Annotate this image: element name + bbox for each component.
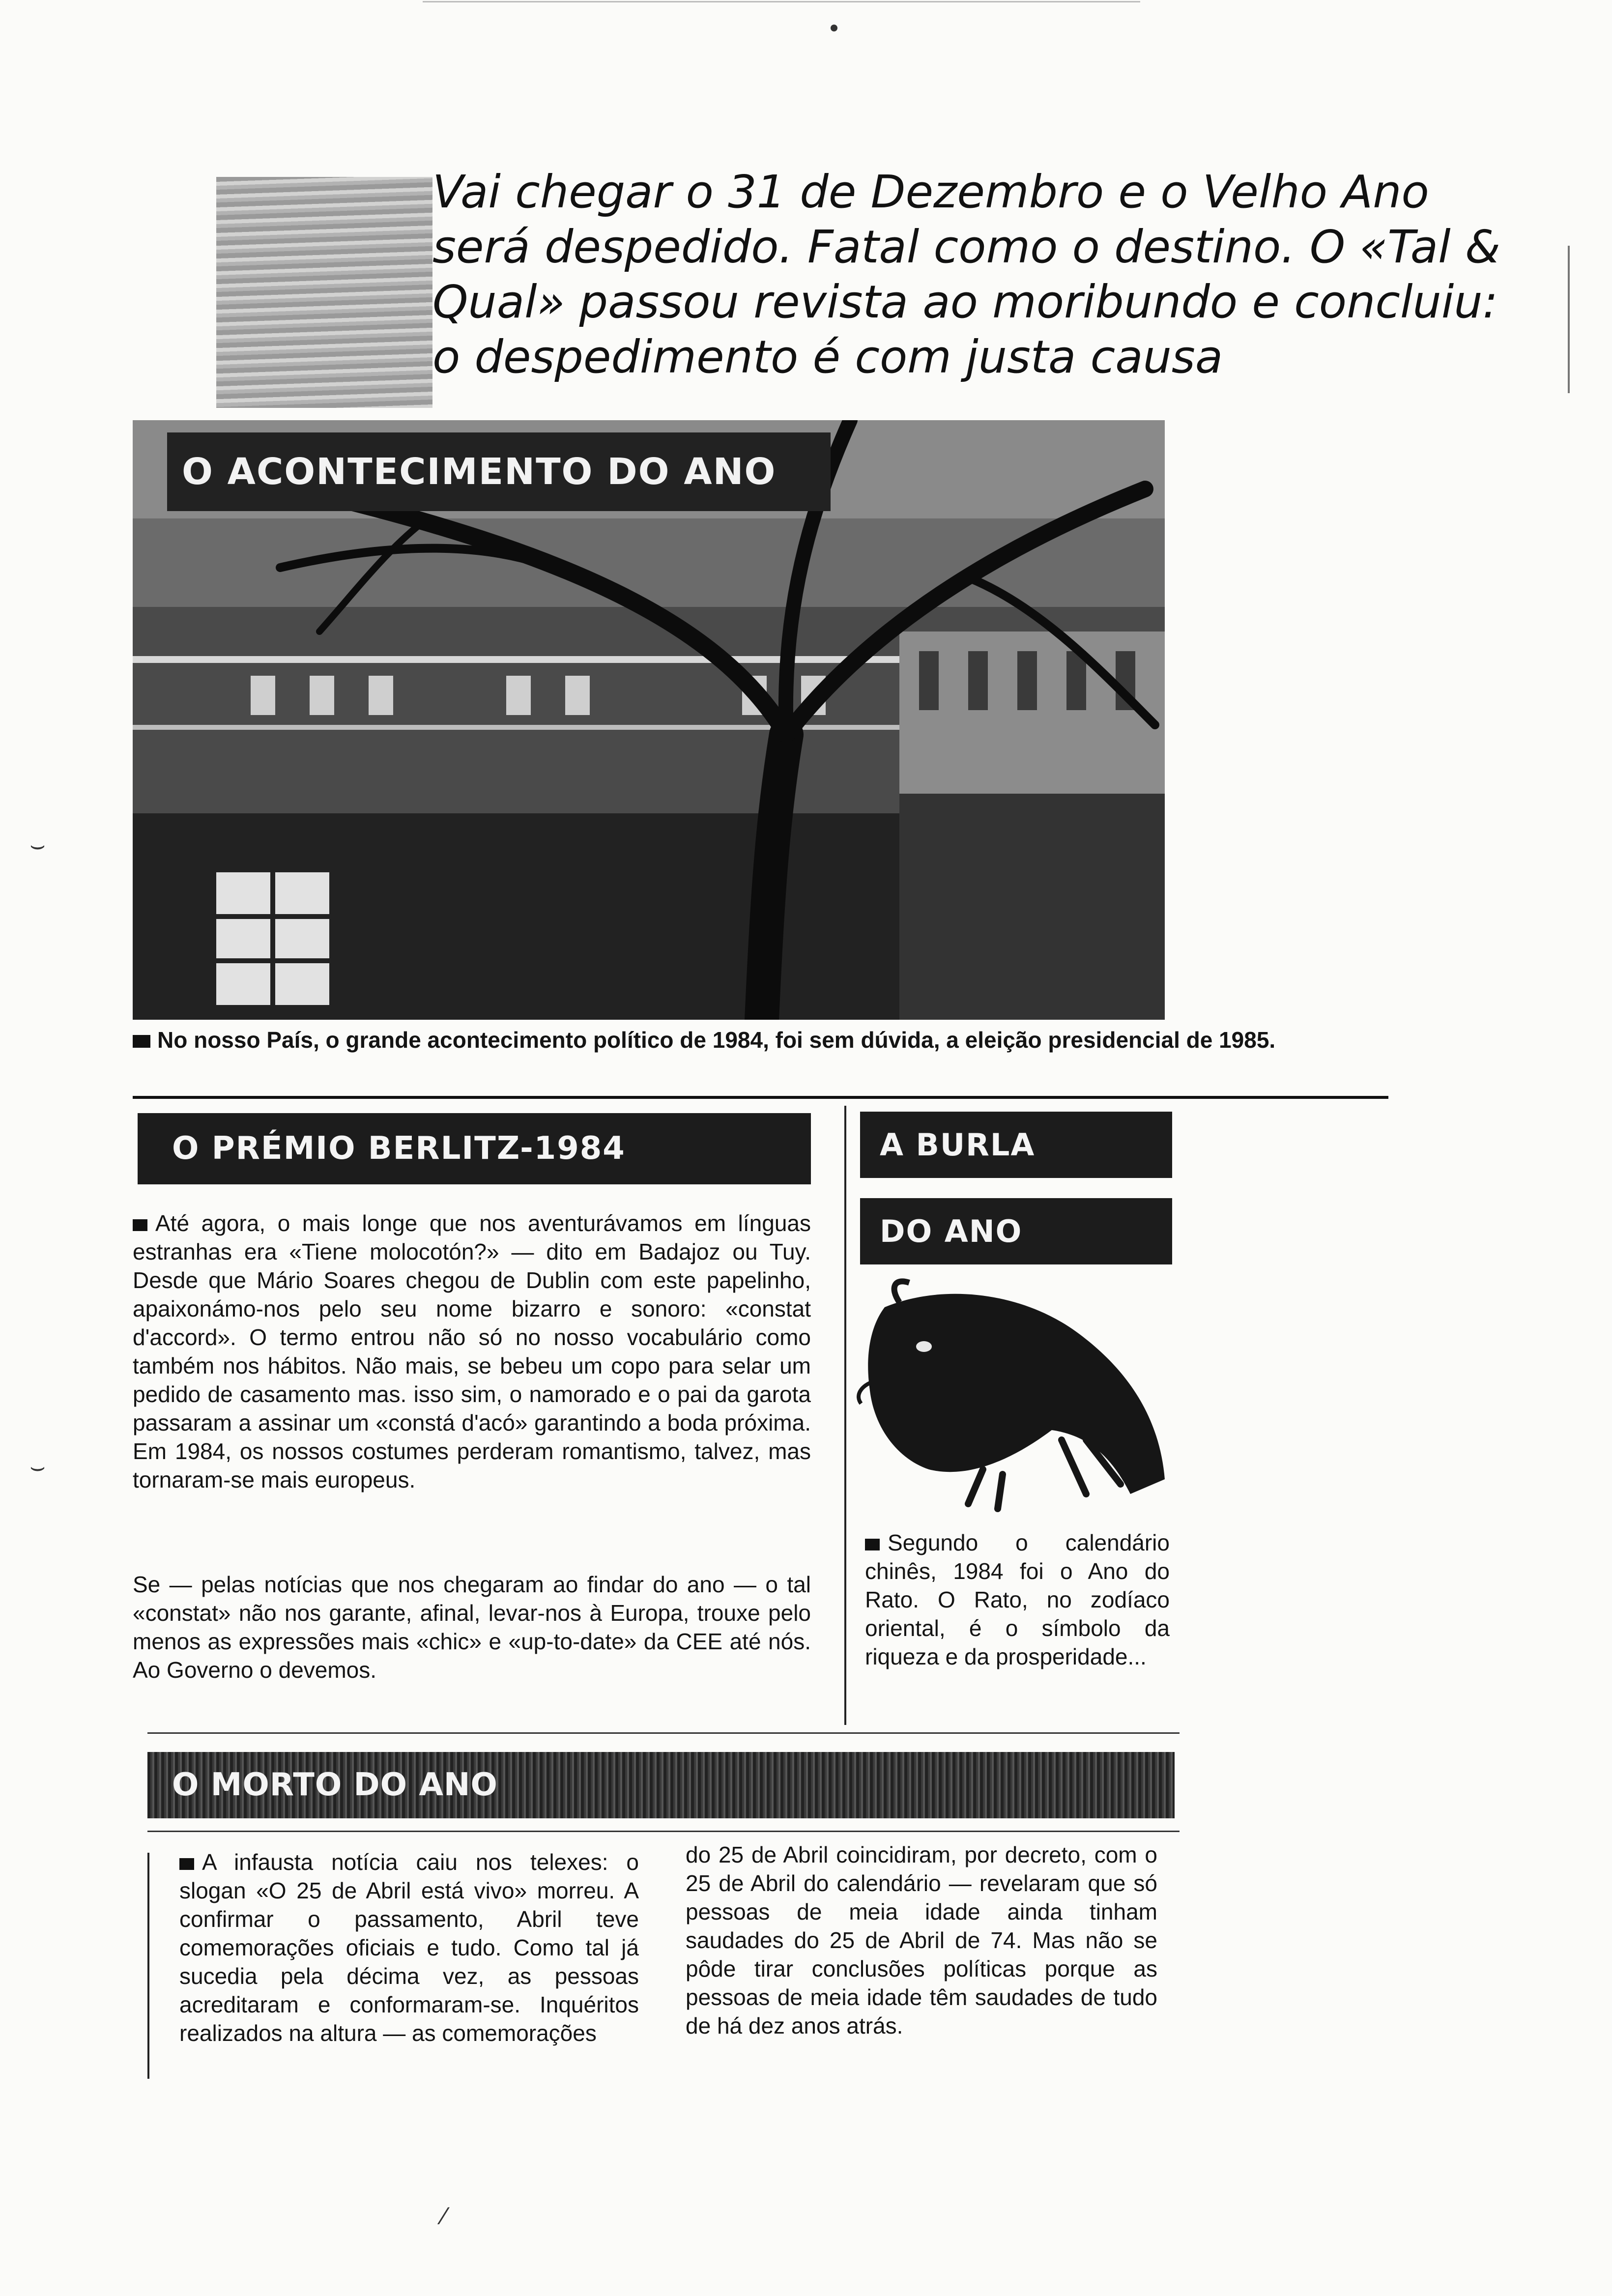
morto-column-1 bbox=[179, 1848, 639, 2047]
berlitz-paragraph-1 bbox=[133, 1209, 811, 1494]
section-divider bbox=[147, 1732, 1180, 1734]
scan-mark: ⁄ bbox=[442, 2202, 447, 2230]
berlitz-paragraph-1-text: Até agora, o mais longe que nos aventurávamos em línguas estranhas era «Tiene molocotón?» — dito em Badajoz ou Tuy. Desde que Mário Soares chegou de Dublin com este papelinho, apaixonámo-nos pelo seu nome bizarro e sonoro: «constat d'accord». O termo entrou não só no nosso vocabulário como também nos hábitos. Não mais, se bebeu um copo para selar um pedido de casamento mas. isso sim, o namorado e o pai da garota passaram a assinar um «constá d'acó» garantindo a boda próxima. Em 1984, os nossos costumes perderam romantismo, talvez, mas tornaram-se mais europeus. bbox=[133, 1210, 811, 1492]
rat-image bbox=[855, 1273, 1175, 1519]
event-caption-text: No nosso País, o grande acontecimento político de 1984, foi sem dúvida, a eleição presidencial de 1985. bbox=[157, 1027, 1276, 1053]
column-divider bbox=[844, 1106, 846, 1725]
scan-mark: ⌣ bbox=[29, 831, 46, 859]
burla-section-title-line2: DO ANO bbox=[860, 1198, 1172, 1264]
scan-dot bbox=[831, 25, 837, 31]
event-photo-caption bbox=[133, 1025, 1337, 1055]
headline-thumbnail-image bbox=[216, 177, 432, 408]
column-side-rule bbox=[147, 1853, 149, 2079]
burla-paragraph-text: Segundo o calendário chinês, 1984 foi o Ano do Rato. O Rato, no zodíaco oriental, é o símbolo da riqueza e da prosperidade... bbox=[865, 1530, 1170, 1669]
burla-paragraph bbox=[865, 1528, 1170, 1671]
bullet-square-icon bbox=[133, 1219, 147, 1231]
bullet-square-icon bbox=[179, 1858, 194, 1870]
morto-section-title: O MORTO DO ANO bbox=[147, 1752, 1175, 1818]
bullet-square-icon bbox=[133, 1035, 150, 1048]
headline: Vai chegar o 31 de Dezembro e o Velho Ano será despedido. Fatal como o destino. O «Tal & Qual» passou revista ao moribundo e concluiu: o despedimento é com justa causa bbox=[432, 166, 1500, 383]
morto-column-1-text: A infausta notícia caiu nos telexes: o slogan «O 25 de Abril está vivo» morreu. A confirmar o passamento, Abril teve comemorações oficiais e tudo. Como tal já sucedia pela décima vez, as pessoas acreditaram e conformaram-se. Inquéritos realizados na altura — as comemorações bbox=[179, 1849, 639, 2046]
morto-column-2: do 25 de Abril coincidiram, por decreto, com o 25 de Abril do calendário — revelaram que só pessoas de meia idade ainda tinham saudades do 25 de Abril de 74. Mas não se pôde tirar conclusões políticas porque as pessoas de meia idade têm saudades de tudo de há dez anos atrás. bbox=[686, 1842, 1157, 2038]
section-divider bbox=[147, 1831, 1180, 1832]
section-divider bbox=[133, 1096, 1388, 1099]
berlitz-paragraph-2: Se — pelas notícias que nos chegaram ao findar do ano — o tal «constat» não nos garante, afinal, levar-nos à Europa, trouxe pelo menos as expressões mais «chic» e «up-to-date» da CEE até nós. Ao Governo o devemos. bbox=[133, 1572, 811, 1683]
burla-section-title-line1: A BURLA bbox=[860, 1112, 1172, 1178]
scan-mark: ⌣ bbox=[29, 1453, 46, 1480]
bullet-square-icon bbox=[865, 1539, 880, 1550]
berlitz-section-title: O PRÉMIO BERLITZ-1984 bbox=[138, 1113, 811, 1184]
event-section-label: O ACONTECIMENTO DO ANO bbox=[167, 432, 831, 511]
headline-side-rule bbox=[1568, 246, 1570, 393]
scan-edge-line bbox=[423, 1, 1140, 2]
